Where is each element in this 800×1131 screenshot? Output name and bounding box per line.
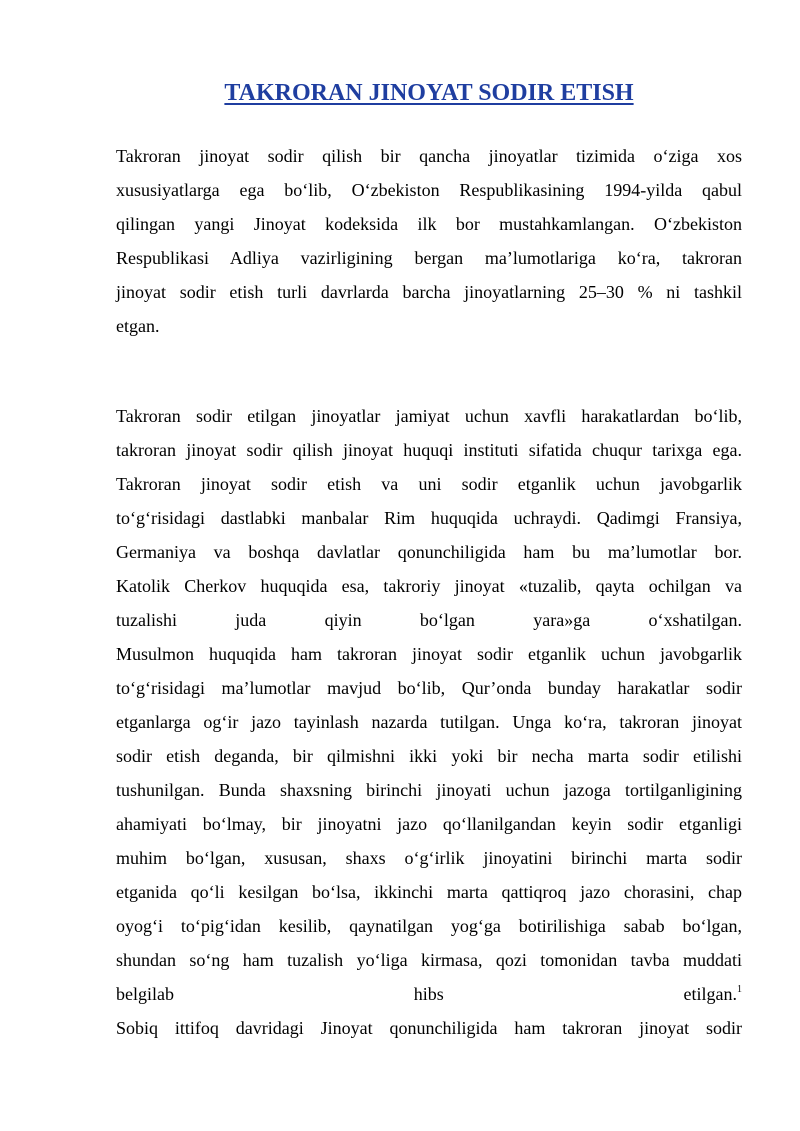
paragraph-2-line: Katolik Cherkov huquqida esa, takroriy jinoyat «tuzalib, qayta ochilgan va [116, 576, 742, 596]
paragraph-2-line: Sobiq ittifoq davridagi Jinoyat qonunchiligida ham takroran jinoyat sodir [116, 1018, 742, 1038]
paragraph-1-line: Takroran jinoyat sodir qilish bir qancha jinoyatlar tizimida o‘ziga xos [116, 146, 742, 166]
paragraph-2-line: sodir etish deganda, bir qilmishni ikki yoki bir necha marta sodir etilishi [116, 746, 742, 766]
paragraph-1-line: etgan. [116, 316, 160, 336]
paragraph-2-line-with-footnote [116, 982, 742, 1006]
paragraph-2-line-text: belgilab hibs etilgan. [116, 984, 737, 1004]
paragraph-2-line: etganida qo‘li kesilgan bo‘lsa, ikkinchi marta qattiqroq jazo chorasini, chap [116, 882, 742, 902]
document-title: TAKRORAN JINOYAT SODIR ETISH [224, 80, 634, 106]
paragraph-1-line: xususiyatlarga ega bo‘lib, O‘zbekiston Respublikasining 1994-yilda qabul [116, 180, 742, 200]
paragraph-2-line: tuzalishi juda qiyin bo‘lgan yara»ga o‘xshatilgan. [116, 610, 742, 630]
paragraph-2-line: Musulmon huquqida ham takroran jinoyat sodir etganlik uchun javobgarlik [116, 644, 742, 664]
paragraph-2-line: takroran jinoyat sodir qilish jinoyat huquqi instituti sifatida chuqur tarixga ega. [116, 440, 742, 460]
footnote-marker: 1 [737, 984, 742, 995]
paragraph-2-line: shundan so‘ng ham tuzalish yo‘liga kirmasa, qozi tomonidan tavba muddati [116, 950, 742, 970]
paragraph-2-line: Takroran jinoyat sodir etish va uni sodir etganlik uchun javobgarlik [116, 474, 742, 494]
paragraph-2-line: to‘g‘risidagi ma’lumotlar mavjud bo‘lib, Qur’onda bunday harakatlar sodir [116, 678, 742, 698]
paragraph-2-line: oyog‘i to‘pig‘idan kesilib, qaynatilgan yog‘ga botirilishiga sabab bo‘lgan, [116, 916, 742, 936]
paragraph-2-line: to‘g‘risidagi dastlabki manbalar Rim huquqida uchraydi. Qadimgi Fransiya, [116, 508, 742, 528]
paragraph-2-line: etganlarga og‘ir jazo tayinlash nazarda tutilgan. Unga ko‘ra, takroran jinoyat [116, 712, 742, 732]
paragraph-1-line: qilingan yangi Jinoyat kodeksida ilk bor mustahkamlangan. O‘zbekiston [116, 214, 742, 234]
paragraph-2-line: Takroran sodir etilgan jinoyatlar jamiyat uchun xavfli harakatlardan bo‘lib, [116, 406, 742, 426]
paragraph-2-line: muhim bo‘lgan, xususan, shaxs o‘g‘irlik jinoyatini birinchi marta sodir [116, 848, 742, 868]
paragraph-2-line: ahamiyati bo‘lmay, bir jinoyatni jazo qo‘llanilgandan keyin sodir etganligi [116, 814, 742, 834]
paragraph-2-line: Germaniya va boshqa davlatlar qonunchiligida ham bu ma’lumotlar bor. [116, 542, 742, 562]
paragraph-2-line: tushunilgan. Bunda shaxsning birinchi jinoyati uchun jazoga tortilganligining [116, 780, 742, 800]
paragraph-1-line: jinoyat sodir etish turli davrlarda barcha jinoyatlarning 25–30 % ni tashkil [116, 282, 742, 302]
paragraph-1-line: Respublikasi Adliya vazirligining bergan ma’lumotlariga ko‘ra, takroran [116, 248, 742, 268]
